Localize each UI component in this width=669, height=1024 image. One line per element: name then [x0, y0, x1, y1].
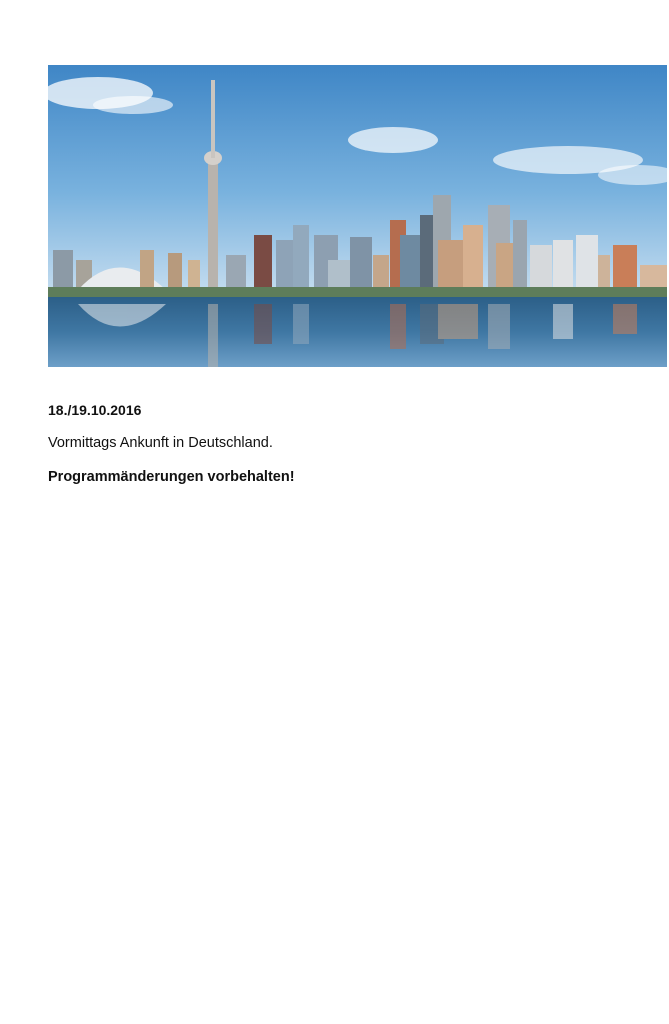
- skyline-photo: [48, 65, 667, 367]
- disclaimer-text: Programmänderungen vorbehalten!: [48, 469, 295, 485]
- date-heading: 18./19.10.2016: [48, 402, 142, 418]
- arrival-text: Vormittags Ankunft in Deutschland.: [48, 435, 273, 451]
